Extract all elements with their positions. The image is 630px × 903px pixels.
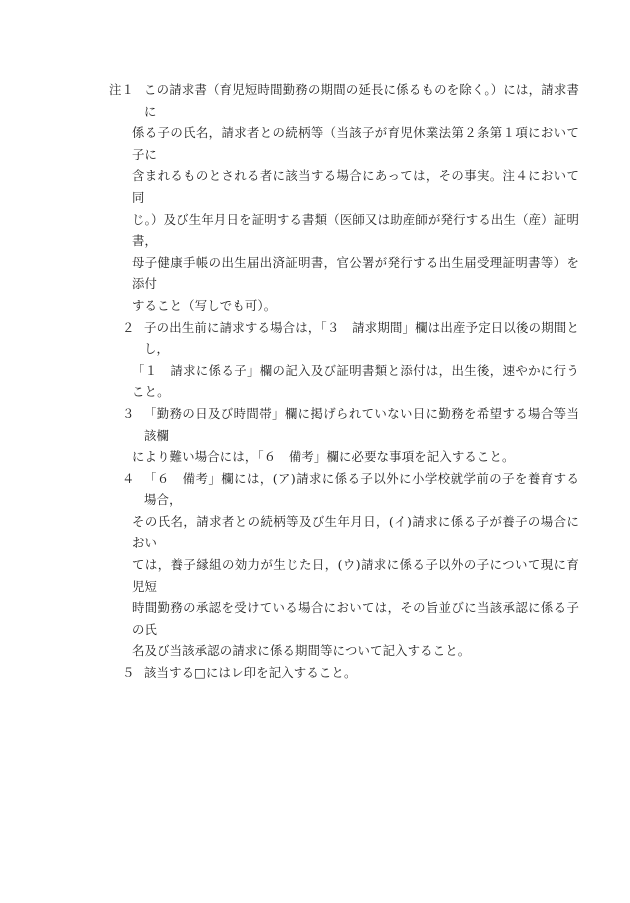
note-number: ４ (122, 470, 135, 486)
note-line: 係る子の氏名，請求者との続柄等（当該子が育児休業法第２条第１項において子に (132, 125, 579, 162)
note-line: 該当する□にはレ印を記入すること。 (144, 665, 357, 681)
note-line: 「勤務の日及び時間帯」欄に掲げられていない日に勤務を希望する場合等当該欄 (144, 405, 579, 443)
note-2 (109, 317, 579, 403)
note-body (132, 468, 579, 662)
note-number: ３ (122, 405, 135, 421)
note-3 (109, 403, 579, 468)
note-number: ２ (122, 319, 135, 335)
note-line: 名及び当該承認の請求に係る期間等について記入すること。 (132, 643, 471, 659)
note-number: ５ (122, 665, 135, 681)
note-number: 注１ (109, 82, 135, 97)
note-line: すること（写しでも可）。 (132, 297, 277, 313)
note-line: により難い場合には，「６ 備考」欄に必要な事項を記入すること。 (132, 449, 515, 465)
note-line: この請求書（育児短時間勤務の期間の延長に係るものを除く。）には，請求書に (144, 82, 579, 119)
note-line: 「６ 備考」欄には，(ア)請求に係る子以外に小学校就学前の子を養育する場合， (144, 470, 579, 508)
note-body (132, 317, 579, 403)
note-1 (109, 79, 579, 317)
note-body (132, 662, 579, 684)
note-body (132, 403, 579, 468)
notes-section (109, 79, 579, 684)
note-line: ては，養子縁組の効力が生じた日，(ウ)請求に係る子以外の子について現に育児短 (132, 557, 579, 594)
note-line: その氏名，請求者との続柄等及び生年月日，(イ)請求に係る子が養子の場合におい (132, 513, 579, 551)
note-line: 「１ 請求に係る子」欄の記入及び証明書類と添付は，出生後，速やかに行うこと。 (132, 362, 579, 400)
note-5 (109, 662, 579, 684)
note-line: 母子健康手帳の出生届出済証明書，官公署が発行する出生届受理証明書等）を添付 (132, 254, 579, 292)
note-line: じ。）及び生年月日を証明する書類（医師又は助産師が発行する出生（産）証明書， (132, 211, 579, 249)
note-line: 時間勤務の承認を受けている場合においては，その旨並びに当該承認に係る子の氏 (132, 600, 579, 637)
note-line: 含まれるものとされる者に該当する場合にあっては，その事実。注４において同 (132, 168, 579, 205)
note-body (132, 79, 579, 317)
note-4 (109, 468, 579, 662)
note-line: 子の出生前に請求する場合は，「３ 請求期間」欄は出産予定日以後の期間とし， (144, 319, 579, 357)
